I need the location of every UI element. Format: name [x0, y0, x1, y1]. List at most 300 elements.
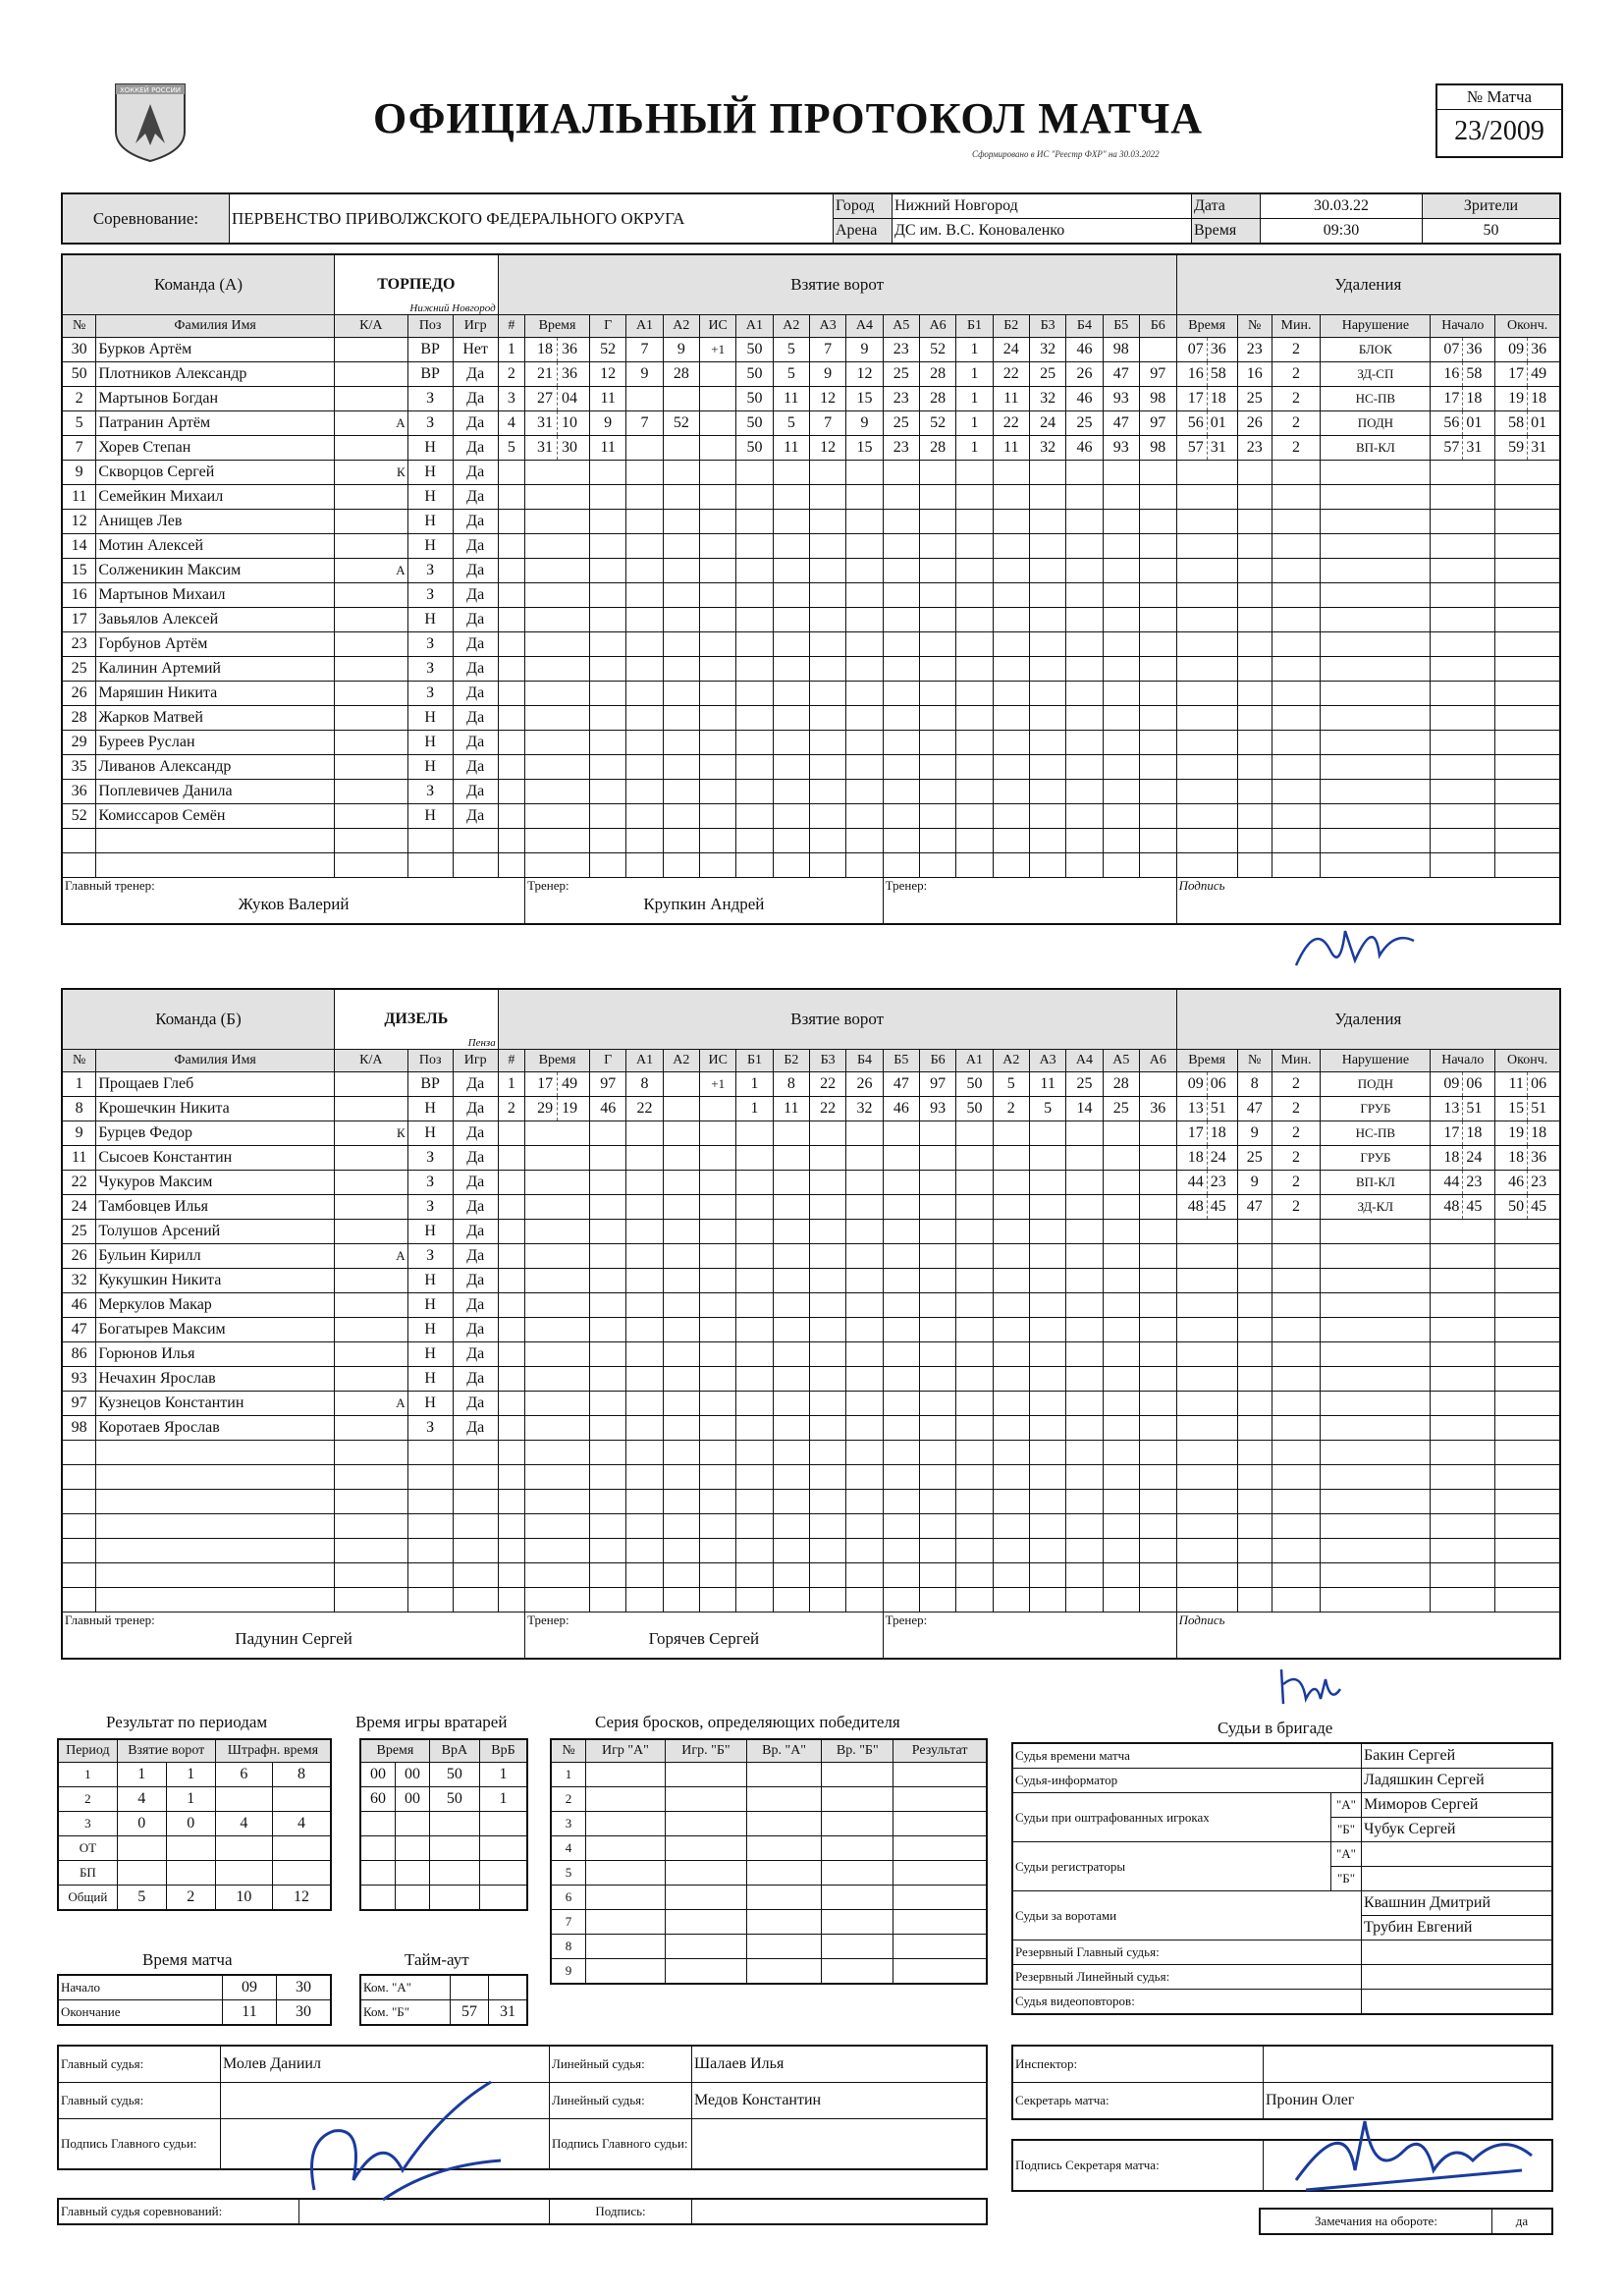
team_b-goal-cell — [663, 1342, 699, 1367]
team_b-player-cell — [62, 1588, 96, 1613]
team_a-onice-cell — [773, 682, 809, 706]
team_b-pen-time — [1176, 1220, 1237, 1244]
team_b-goal-time — [525, 1563, 590, 1588]
team_a-player-cell: Н — [407, 510, 453, 534]
team_a-onice-cell — [883, 583, 919, 608]
team_b-head-coach-label: Главный тренер: — [65, 1613, 155, 1627]
team_a-pen-end — [1495, 804, 1560, 829]
team_b-goal-cell — [626, 1416, 663, 1441]
team_a-row — [62, 387, 1560, 411]
video-label: Судья видеоповторов: — [1012, 1990, 1362, 2015]
team_b-onice-cell — [810, 1392, 846, 1416]
team_b-pen-ss: 06 — [1466, 1075, 1483, 1092]
team_b-onice-cell — [1139, 1146, 1176, 1171]
team_a-onice-cell: 15 — [846, 387, 883, 411]
team_b-onice-cell — [1029, 1293, 1065, 1318]
team_b-onice-cell — [919, 1490, 955, 1514]
team_b-player-cell: Да — [453, 1121, 498, 1146]
team_b-onice-cell — [919, 1392, 955, 1416]
team_b-goal-cell — [626, 1244, 663, 1269]
team_a-onice-cell — [1029, 657, 1065, 682]
team_b-onice-cell — [883, 1490, 919, 1514]
team_a-pen-start — [1431, 780, 1495, 804]
team_a-row — [62, 583, 1560, 608]
team_b-onice-cell — [1066, 1244, 1103, 1269]
team_a-onice-cell: 46 — [1066, 436, 1103, 461]
team_a-onice-cell — [846, 534, 883, 559]
team_a-pen-min: 07 — [1185, 338, 1208, 361]
team_b-pen-code — [1321, 1342, 1431, 1367]
svg-text:ХОККЕЙ РОССИИ: ХОККЕЙ РОССИИ — [119, 86, 182, 94]
shootout-cell — [893, 1886, 987, 1910]
team_a-player-cell: 25 — [62, 657, 96, 682]
team_b-pen-code — [1321, 1539, 1431, 1563]
team_a-onice-cell — [1029, 755, 1065, 780]
team_a-player-cell: Н — [407, 461, 453, 485]
team_a-pen-mm: 58 — [1505, 411, 1528, 435]
team_a-pen-mm: 09 — [1505, 338, 1528, 361]
team_a-onice-cell: 32 — [1029, 387, 1065, 411]
goalie-cell — [479, 1861, 527, 1886]
team_b-player-cell: Н — [407, 1318, 453, 1342]
team_a-onice-cell — [846, 559, 883, 583]
team_a-player-cell — [334, 853, 407, 878]
team_b-goal-cell: 46 — [590, 1097, 626, 1121]
team_b-pen-player: 9 — [1237, 1171, 1272, 1195]
team_a-player-cell — [96, 853, 335, 878]
team_a-onice-cell: 11 — [993, 436, 1029, 461]
team_a-onice-cell — [736, 829, 773, 853]
team_b-goal-cell — [590, 1441, 626, 1465]
team_b-player-cell — [453, 1563, 498, 1588]
team_b-onice-cell — [846, 1121, 883, 1146]
team_a-onice-cell — [846, 755, 883, 780]
team_b-goal-cell — [700, 1244, 736, 1269]
team_b-pen-ss: 51 — [1531, 1100, 1547, 1117]
team_b-pen-start — [1431, 1146, 1495, 1171]
team_a-player-cell: Да — [453, 755, 498, 780]
team_b-pen-mins — [1272, 1563, 1321, 1588]
team_a-row — [62, 534, 1560, 559]
team_b-onice-cell — [1066, 1195, 1103, 1220]
team_b-player-cell — [334, 1146, 407, 1171]
team_b-goal-num — [498, 1490, 524, 1514]
team_a-onice-cell — [736, 706, 773, 731]
team_b-goal-cell — [626, 1318, 663, 1342]
spectators: 50 — [1423, 219, 1561, 245]
team_b-pen-mins — [1272, 1293, 1321, 1318]
registrars-label: Судьи регистраторы — [1012, 1842, 1331, 1891]
team_a-player-cell: Буреев Руслан — [96, 731, 335, 755]
team_a-goal-cell — [663, 731, 699, 755]
team_a-goal-cell — [590, 510, 626, 534]
team_b-goal-cell — [663, 1171, 699, 1195]
team_a-onice-cell — [1029, 731, 1065, 755]
team_b-goal-cell — [626, 1563, 663, 1588]
team_b-onice-cell — [1029, 1269, 1065, 1293]
team_a-onice-cell — [773, 485, 809, 510]
team_b-onice-cell — [956, 1293, 993, 1318]
team_a-icecol-4: А5 — [883, 315, 919, 338]
team_a-onice-cell — [919, 731, 955, 755]
secretary-signature — [1286, 2102, 1542, 2200]
team_a-onice-cell — [736, 731, 773, 755]
team_a-pen-start — [1431, 706, 1495, 731]
period-cell: 10 — [215, 1886, 272, 1911]
team_a-goal-time — [525, 338, 590, 362]
team_a-player-cell: Да — [453, 583, 498, 608]
goalie-cell — [429, 1812, 479, 1836]
team_a-player-cell — [334, 706, 407, 731]
team_b-goal-num — [498, 1171, 524, 1195]
team_b-onice-cell — [736, 1293, 773, 1318]
team_a-goal-cell — [590, 559, 626, 583]
team_a-goal-time — [525, 485, 590, 510]
team_b-player-cell: Чукуров Максим — [96, 1171, 335, 1195]
officials-title: Судьи в бригаде — [1218, 1719, 1333, 1737]
team_b-onice-cell — [846, 1465, 883, 1490]
team_b-signature-label: Подпись — [1178, 1613, 1225, 1627]
team_b-onice-cell — [1139, 1269, 1176, 1293]
coach-b-signature — [1272, 1660, 1350, 1714]
periods-col-goals: Взятие ворот — [117, 1739, 215, 1763]
team_a-onice-cell: 50 — [736, 338, 773, 362]
team_a-onice-cell: 50 — [736, 436, 773, 461]
team_b-goal-cell — [700, 1293, 736, 1318]
team_b-goal-cell — [590, 1367, 626, 1392]
team_b-onice-cell: 11 — [1029, 1072, 1065, 1097]
team_b-goal-num — [498, 1269, 524, 1293]
team_a-onice-cell: 15 — [846, 436, 883, 461]
team_b-pen-player: 8 — [1237, 1072, 1272, 1097]
team_a-pen-mins — [1272, 559, 1321, 583]
team_b-onice-cell — [883, 1465, 919, 1490]
team_a-onice-cell — [919, 780, 955, 804]
team_b-goal-cell — [663, 1072, 699, 1097]
team_a-onice-cell — [1139, 731, 1176, 755]
team_b-table — [61, 988, 1561, 1660]
team_b-goal-num — [498, 1220, 524, 1244]
team_a-pen-mm: 19 — [1505, 387, 1528, 410]
team_b-row — [62, 1563, 1560, 1588]
team_b-goal-num — [498, 1416, 524, 1441]
chief-ref-table — [57, 2198, 988, 2225]
team_a-onice-cell — [846, 485, 883, 510]
team_b-onice-cell — [1029, 1441, 1065, 1465]
team_b-icecol-1: Б2 — [773, 1050, 809, 1072]
team_b-icecol-6: А1 — [956, 1050, 993, 1072]
team_b-goal-cell — [700, 1121, 736, 1146]
team_a-goal-time — [525, 853, 590, 878]
team_a-goal-cell — [700, 780, 736, 804]
team_b-onice-cell — [736, 1171, 773, 1195]
team_b-onice-cell — [1139, 1392, 1176, 1416]
team_b-pen-start — [1431, 1539, 1495, 1563]
shootout-title: Серия бросков, определяющих победителя — [595, 1713, 900, 1731]
team_a-onice-cell: 32 — [1029, 338, 1065, 362]
team_a-pcol-4: Начало — [1431, 315, 1495, 338]
team_b-onice-cell — [1103, 1539, 1139, 1563]
team_a-onice-cell: 26 — [1066, 362, 1103, 387]
period-cell: 1 — [166, 1763, 215, 1787]
team_a-onice-cell — [1103, 559, 1139, 583]
shootout-col-1: Игр "А" — [586, 1739, 666, 1763]
team_b-icecol-8: А3 — [1029, 1050, 1065, 1072]
team_a-onice-cell — [1029, 461, 1065, 485]
team_b-pcol-2: Мин. — [1272, 1050, 1321, 1072]
team_a-onice-cell — [993, 853, 1029, 878]
team_b-player-cell — [62, 1539, 96, 1563]
team_a-onice-cell: 25 — [883, 411, 919, 436]
team_a-onice-cell — [1103, 485, 1139, 510]
team_a-icecol-11: Б6 — [1139, 315, 1176, 338]
team_a-goal-cell — [626, 682, 663, 706]
team_a-pen-mins — [1272, 804, 1321, 829]
team_a-onice-cell — [883, 485, 919, 510]
team_a-goal-cell — [626, 461, 663, 485]
main-ref-signature — [295, 2072, 520, 2210]
shootout-num: 2 — [551, 1787, 586, 1812]
team_a-goal-cell — [700, 853, 736, 878]
team_b-onice-cell — [883, 1367, 919, 1392]
protocol-title: ОФИЦИАЛЬНЫЙ ПРОТОКОЛ МАТЧА — [373, 94, 1204, 142]
team_a-player-cell: Анищев Лев — [96, 510, 335, 534]
team_b-onice-cell — [773, 1269, 809, 1293]
team_b-goal-num — [498, 1195, 524, 1220]
team_a-player-cell: А — [334, 411, 407, 436]
team_a-player-cell: Маряшин Никита — [96, 682, 335, 706]
team_a-onice-cell — [809, 853, 845, 878]
team_a-pen-time — [1176, 510, 1237, 534]
team_a-onice-cell — [1139, 780, 1176, 804]
team_b-onice-cell — [919, 1367, 955, 1392]
periods-title: Результат по периодам — [106, 1713, 268, 1731]
team_a-pen-mins — [1272, 485, 1321, 510]
team_a-goal-cell — [590, 534, 626, 559]
competition-label: Соревнование: — [62, 193, 230, 244]
team_a-gcol-2: Г — [590, 315, 626, 338]
team_a-pen-mins: 2 — [1272, 411, 1321, 436]
team_a-goal-num — [498, 731, 524, 755]
team_a-pen-code: ПОДН — [1321, 411, 1431, 436]
team_a-icecol-1: А2 — [773, 315, 809, 338]
team_b-icecol-7: А2 — [993, 1050, 1029, 1072]
team_a-onice-cell: 25 — [883, 362, 919, 387]
team_a-onice-cell: 12 — [809, 387, 845, 411]
goalie-cell: 1 — [479, 1787, 527, 1812]
team_b-onice-cell — [993, 1342, 1029, 1367]
team_b-pen-player — [1237, 1563, 1272, 1588]
team_b-goal-cell — [590, 1465, 626, 1490]
team_b-onice-cell — [919, 1269, 955, 1293]
team_a-icecol-7: Б2 — [993, 315, 1029, 338]
team_a-onice-cell — [736, 682, 773, 706]
team_b-onice-cell — [736, 1416, 773, 1441]
team_a-onice-cell — [993, 583, 1029, 608]
team_b-goal-cell — [700, 1171, 736, 1195]
sign-main-label-2: Подпись Главного судьи: — [550, 2119, 692, 2170]
team_a-onice-cell — [956, 559, 993, 583]
team_b-player-cell: Коротаев Ярослав — [96, 1416, 335, 1441]
team_b-onice-cell — [736, 1121, 773, 1146]
team_a-goal-num — [498, 706, 524, 731]
team_b-pen-time — [1176, 1244, 1237, 1269]
team_a-player-cell: 7 — [62, 436, 96, 461]
team_b-player-cell — [62, 1441, 96, 1465]
match-info-table — [61, 192, 1561, 245]
team_a-goal-num — [498, 534, 524, 559]
team_a-player-cell: Хорев Степан — [96, 436, 335, 461]
team_b-player-cell: 24 — [62, 1195, 96, 1220]
city: Нижний Новгород — [893, 193, 1192, 219]
team_b-player-cell — [453, 1539, 498, 1563]
team_a-player-cell: Да — [453, 534, 498, 559]
team_b-row — [62, 1465, 1560, 1490]
team_b-onice-cell — [919, 1539, 955, 1563]
period-cell — [117, 1836, 166, 1861]
team_a-player-cell: Да — [453, 682, 498, 706]
team_b-onice-cell — [993, 1416, 1029, 1441]
team_b-player-cell — [407, 1441, 453, 1465]
team_b-goal-cell — [590, 1171, 626, 1195]
team_a-goal-cell — [700, 510, 736, 534]
team_b-goal-time — [525, 1293, 590, 1318]
team_b-goal-cell — [700, 1220, 736, 1244]
team_a-pen-end — [1495, 632, 1560, 657]
team_a-player-cell: Скворцов Сергей — [96, 461, 335, 485]
goalie-cell — [479, 1886, 527, 1911]
team_a-goal-num — [498, 461, 524, 485]
shootout-cell — [746, 1787, 821, 1812]
team_b-pen-mm: 46 — [1505, 1171, 1528, 1194]
team_b-onice-cell — [956, 1318, 993, 1342]
team_a-pen-min: 16 — [1185, 362, 1208, 386]
team_a-pen-mm: 16 — [1440, 362, 1463, 386]
team_b-onice-cell — [773, 1441, 809, 1465]
team_a-onice-cell — [1029, 608, 1065, 632]
shootout-cell — [586, 1812, 666, 1836]
team_a-pen-start — [1431, 485, 1495, 510]
team_a-pen-code — [1321, 853, 1431, 878]
team_a-goal-cell — [626, 583, 663, 608]
team_b-goal-cell: 97 — [590, 1072, 626, 1097]
team_b-goal-time — [525, 1588, 590, 1613]
team_a-goal-sec: 04 — [562, 390, 578, 407]
team_a-pen-code — [1321, 829, 1431, 853]
team_a-goal-time — [525, 804, 590, 829]
team_a-player-cell — [334, 436, 407, 461]
reserve-main-label: Резервный Главный судья: — [1012, 1941, 1362, 1965]
team_a-head-coach-label: Главный тренер: — [65, 878, 155, 893]
team_b-onice-cell: 22 — [810, 1097, 846, 1121]
team_b-goal-cell — [700, 1392, 736, 1416]
team_a-row — [62, 829, 1560, 853]
match-number-box — [1435, 83, 1563, 158]
team_b-pen-end — [1495, 1269, 1560, 1293]
goalie-cell: 00 — [396, 1763, 430, 1787]
team_b-goal-cell — [663, 1588, 699, 1613]
team_a-goal-cell — [626, 608, 663, 632]
team_b-goal-time — [525, 1539, 590, 1563]
team_a-coach2-label: Тренер: — [885, 878, 928, 893]
goalies-title: Время игры вратарей — [355, 1713, 508, 1731]
team_a-player-cell — [334, 804, 407, 829]
team_b-onice-cell — [1066, 1539, 1103, 1563]
team_a-player-cell: 2 — [62, 387, 96, 411]
team_a-name-cell — [334, 254, 498, 315]
team_a-goal-min: 21 — [533, 362, 558, 386]
team_a-coach-label: Тренер: — [527, 878, 569, 893]
team_a-row — [62, 853, 1560, 878]
team_a-table — [61, 253, 1561, 925]
team_b-onice-cell — [919, 1171, 955, 1195]
team_a-onice-cell — [1139, 657, 1176, 682]
team_a-player-cell: Н — [407, 436, 453, 461]
team_a-pen-ss: 18 — [1466, 390, 1483, 407]
team_b-onice-cell — [810, 1146, 846, 1171]
team_a-row — [62, 485, 1560, 510]
team_a-row — [62, 411, 1560, 436]
team_b-pen-player — [1237, 1441, 1272, 1465]
team_a-pen-end — [1495, 583, 1560, 608]
team_a-goal-time — [525, 682, 590, 706]
team_b-pen-player: 47 — [1237, 1195, 1272, 1220]
team_a-onice-cell — [1103, 829, 1139, 853]
team_b-onice-cell — [1139, 1588, 1176, 1613]
team_a-player-cell: Да — [453, 632, 498, 657]
team_b-goal-cell — [700, 1441, 736, 1465]
team_b-pen-time — [1176, 1097, 1237, 1121]
team_a-pen-min: 57 — [1185, 436, 1208, 460]
team_a-onice-cell — [809, 461, 845, 485]
team_a-onice-cell — [1066, 731, 1103, 755]
team_a-player-cell: 36 — [62, 780, 96, 804]
team_a-onice-cell: 52 — [919, 411, 955, 436]
team_b-onice-cell — [846, 1293, 883, 1318]
team_b-goal-cell — [663, 1121, 699, 1146]
team_a-pen-start — [1431, 387, 1495, 411]
team_b-goal-num — [498, 1588, 524, 1613]
team_b-goal-cell — [663, 1465, 699, 1490]
shootout-cell — [746, 1959, 821, 1985]
team_a-goal-cell — [663, 485, 699, 510]
shootout-col-5: Результат — [893, 1739, 987, 1763]
team_b-goal-cell — [590, 1563, 626, 1588]
team_b-goal-cell — [590, 1195, 626, 1220]
team_a-onice-cell — [736, 804, 773, 829]
team_b-onice-cell — [1029, 1146, 1065, 1171]
team_b-onice-cell — [1103, 1318, 1139, 1342]
team_b-onice-cell — [1066, 1588, 1103, 1613]
team_b-player-cell — [334, 1588, 407, 1613]
period-cell: 3 — [58, 1812, 117, 1836]
team_a-onice-cell — [1139, 461, 1176, 485]
team_b-onice-cell — [1103, 1269, 1139, 1293]
team_b-onice-cell — [956, 1563, 993, 1588]
team_b-pen-min: 18 — [1185, 1146, 1208, 1170]
team_a-col-2: К/А — [334, 315, 407, 338]
team_b-player-cell — [334, 1465, 407, 1490]
team_b-coach: Горячев Сергей — [648, 1629, 760, 1648]
team_a-player-cell: Н — [407, 534, 453, 559]
team_b-pen-player — [1237, 1392, 1272, 1416]
team_a-goal-cell — [590, 706, 626, 731]
team_a-goal-cell — [700, 461, 736, 485]
goalie-cell — [396, 1836, 430, 1861]
team_b-pen-time — [1176, 1514, 1237, 1539]
team_a-onice-cell — [919, 534, 955, 559]
team_a-player-cell: 29 — [62, 731, 96, 755]
